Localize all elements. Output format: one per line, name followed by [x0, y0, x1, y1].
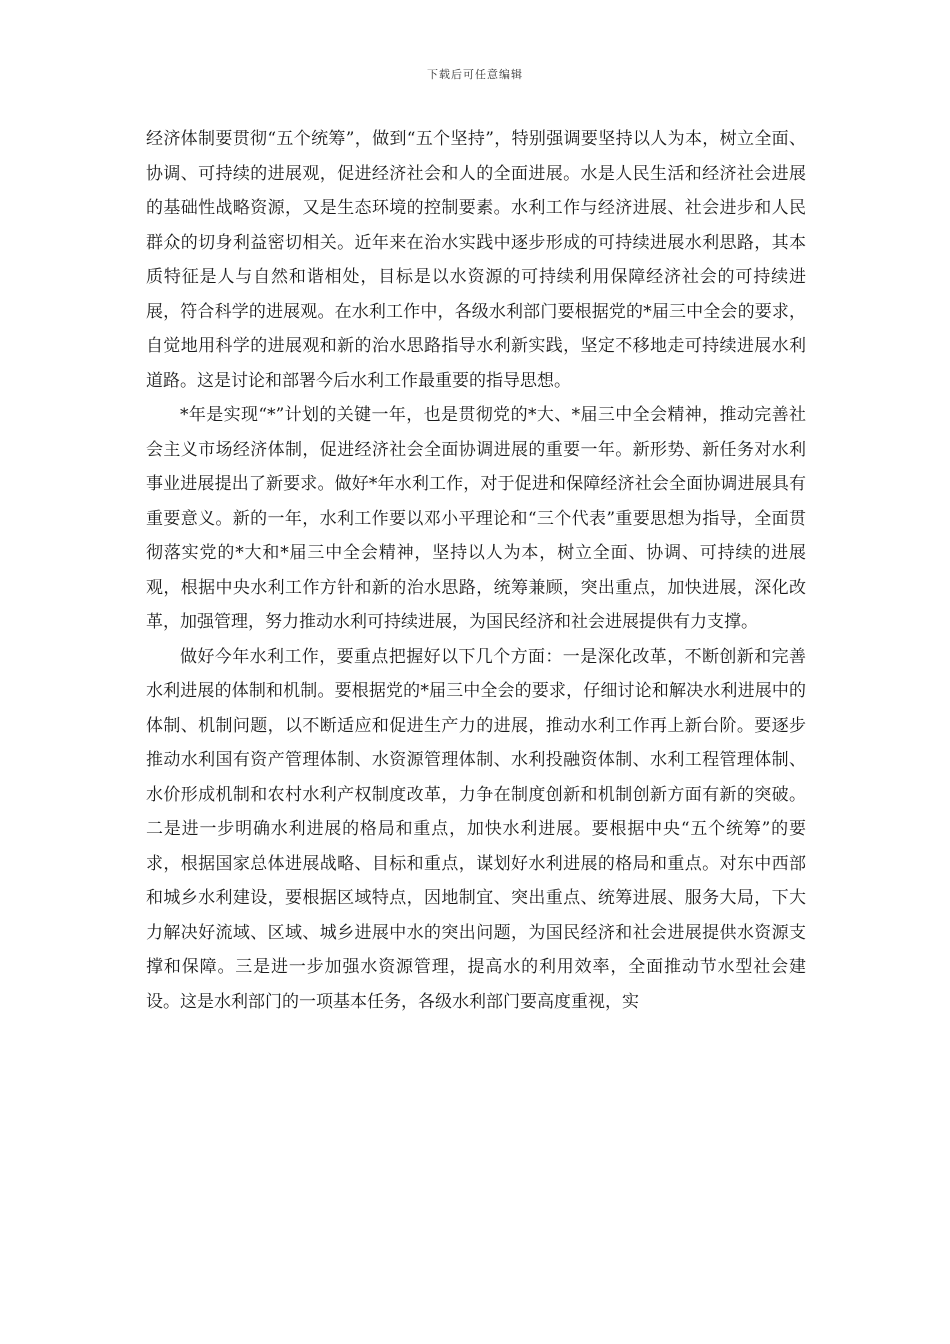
page-header: 下载后可任意编辑 — [427, 68, 523, 81]
paragraph-annual-goals: *年是实现“*”计划的关键一年，也是贯彻党的*大、*届三中全会精神，推动完善社会主义市场经济体制，促进经济社会全面协调进展的重要一年。新形势、新任务对水利事业进展提出了新要求。做好*年水利工作，对于促进和保障经济社会全面协调进展具有重要意义。新的一年，水利工作要以邓小平理论和“三个代表”重要思想为指导，全面贯彻落实党的*大和*届三中全会精神，坚持以人为本，树立全面、协调、可持续的进展观，根据中央水利工作方针和新的治水思路，统筹兼顾，突出重点，加快进展，深化改革，加强管理，努力推动水利可持续进展，为国民经济和社会进展提供有力支撑。 — [146, 405, 806, 632]
paragraph-continuation: 经济体制要贯彻“五个统筹”，做到“五个坚持”，特别强调要坚持以人为本，树立全面、协调、可持续的进展观，促进经济社会和人的全面进展。水是人民生活和经济社会进展的基础性战略资源，又是生态环境的控制要素。水利工作与经济进展、社会进步和人民群众的切身利益密切相关。近年来在治水实践中逐步形成的可持续进展水利思路，其本质特征是人与自然和谐相处，目标是以水资源的可持续利用保障经济社会的可持续进展，符合科学的进展观。在水利工作中，各级水利部门要根据党的*届三中全会的要求，自觉地用科学的进展观和新的治水思路指导水利新实践，坚定不移地走可持续进展水利道路。这是讨论和部署今后水利工作最重要的指导思想。 — [146, 129, 806, 391]
paragraph-key-aspects: 做好今年水利工作，要重点把握好以下几个方面：一是深化改革，不断创新和完善水利进展的体制和机制。要根据党的*届三中全会的要求，仔细讨论和解决水利进展中的体制、机制问题，以不断适应和促进生产力的进展，推动水利工作再上新台阶。要逐步推动水利国有资产管理体制、水资源管理体制、水利投融资体制、水利工程管理体制、水价形成机制和农村水利产权制度改革，力争在制度创新和机制创新方面有新的突破。二是进一步明确水利进展的格局和重点，加快水利进展。要根据中央“五个统筹”的要求，根据国家总体进展战略、目标和重点，谋划好水利进展的格局和重点。对东中西部和城乡水利建设，要根据区域特点，因地制宜、突出重点、统筹进展、服务大局，下大力解决好流域、区域、城乡进展中水的突出问题，为国民经济和社会进展提供水资源支撑和保障。三是进一步加强水资源管理，提高水的利用效率，全面推动节水型社会建设。这是水利部门的一项基本任务，各级水利部门要高度重视，实 — [146, 646, 806, 1012]
document-body — [146, 122, 806, 1019]
